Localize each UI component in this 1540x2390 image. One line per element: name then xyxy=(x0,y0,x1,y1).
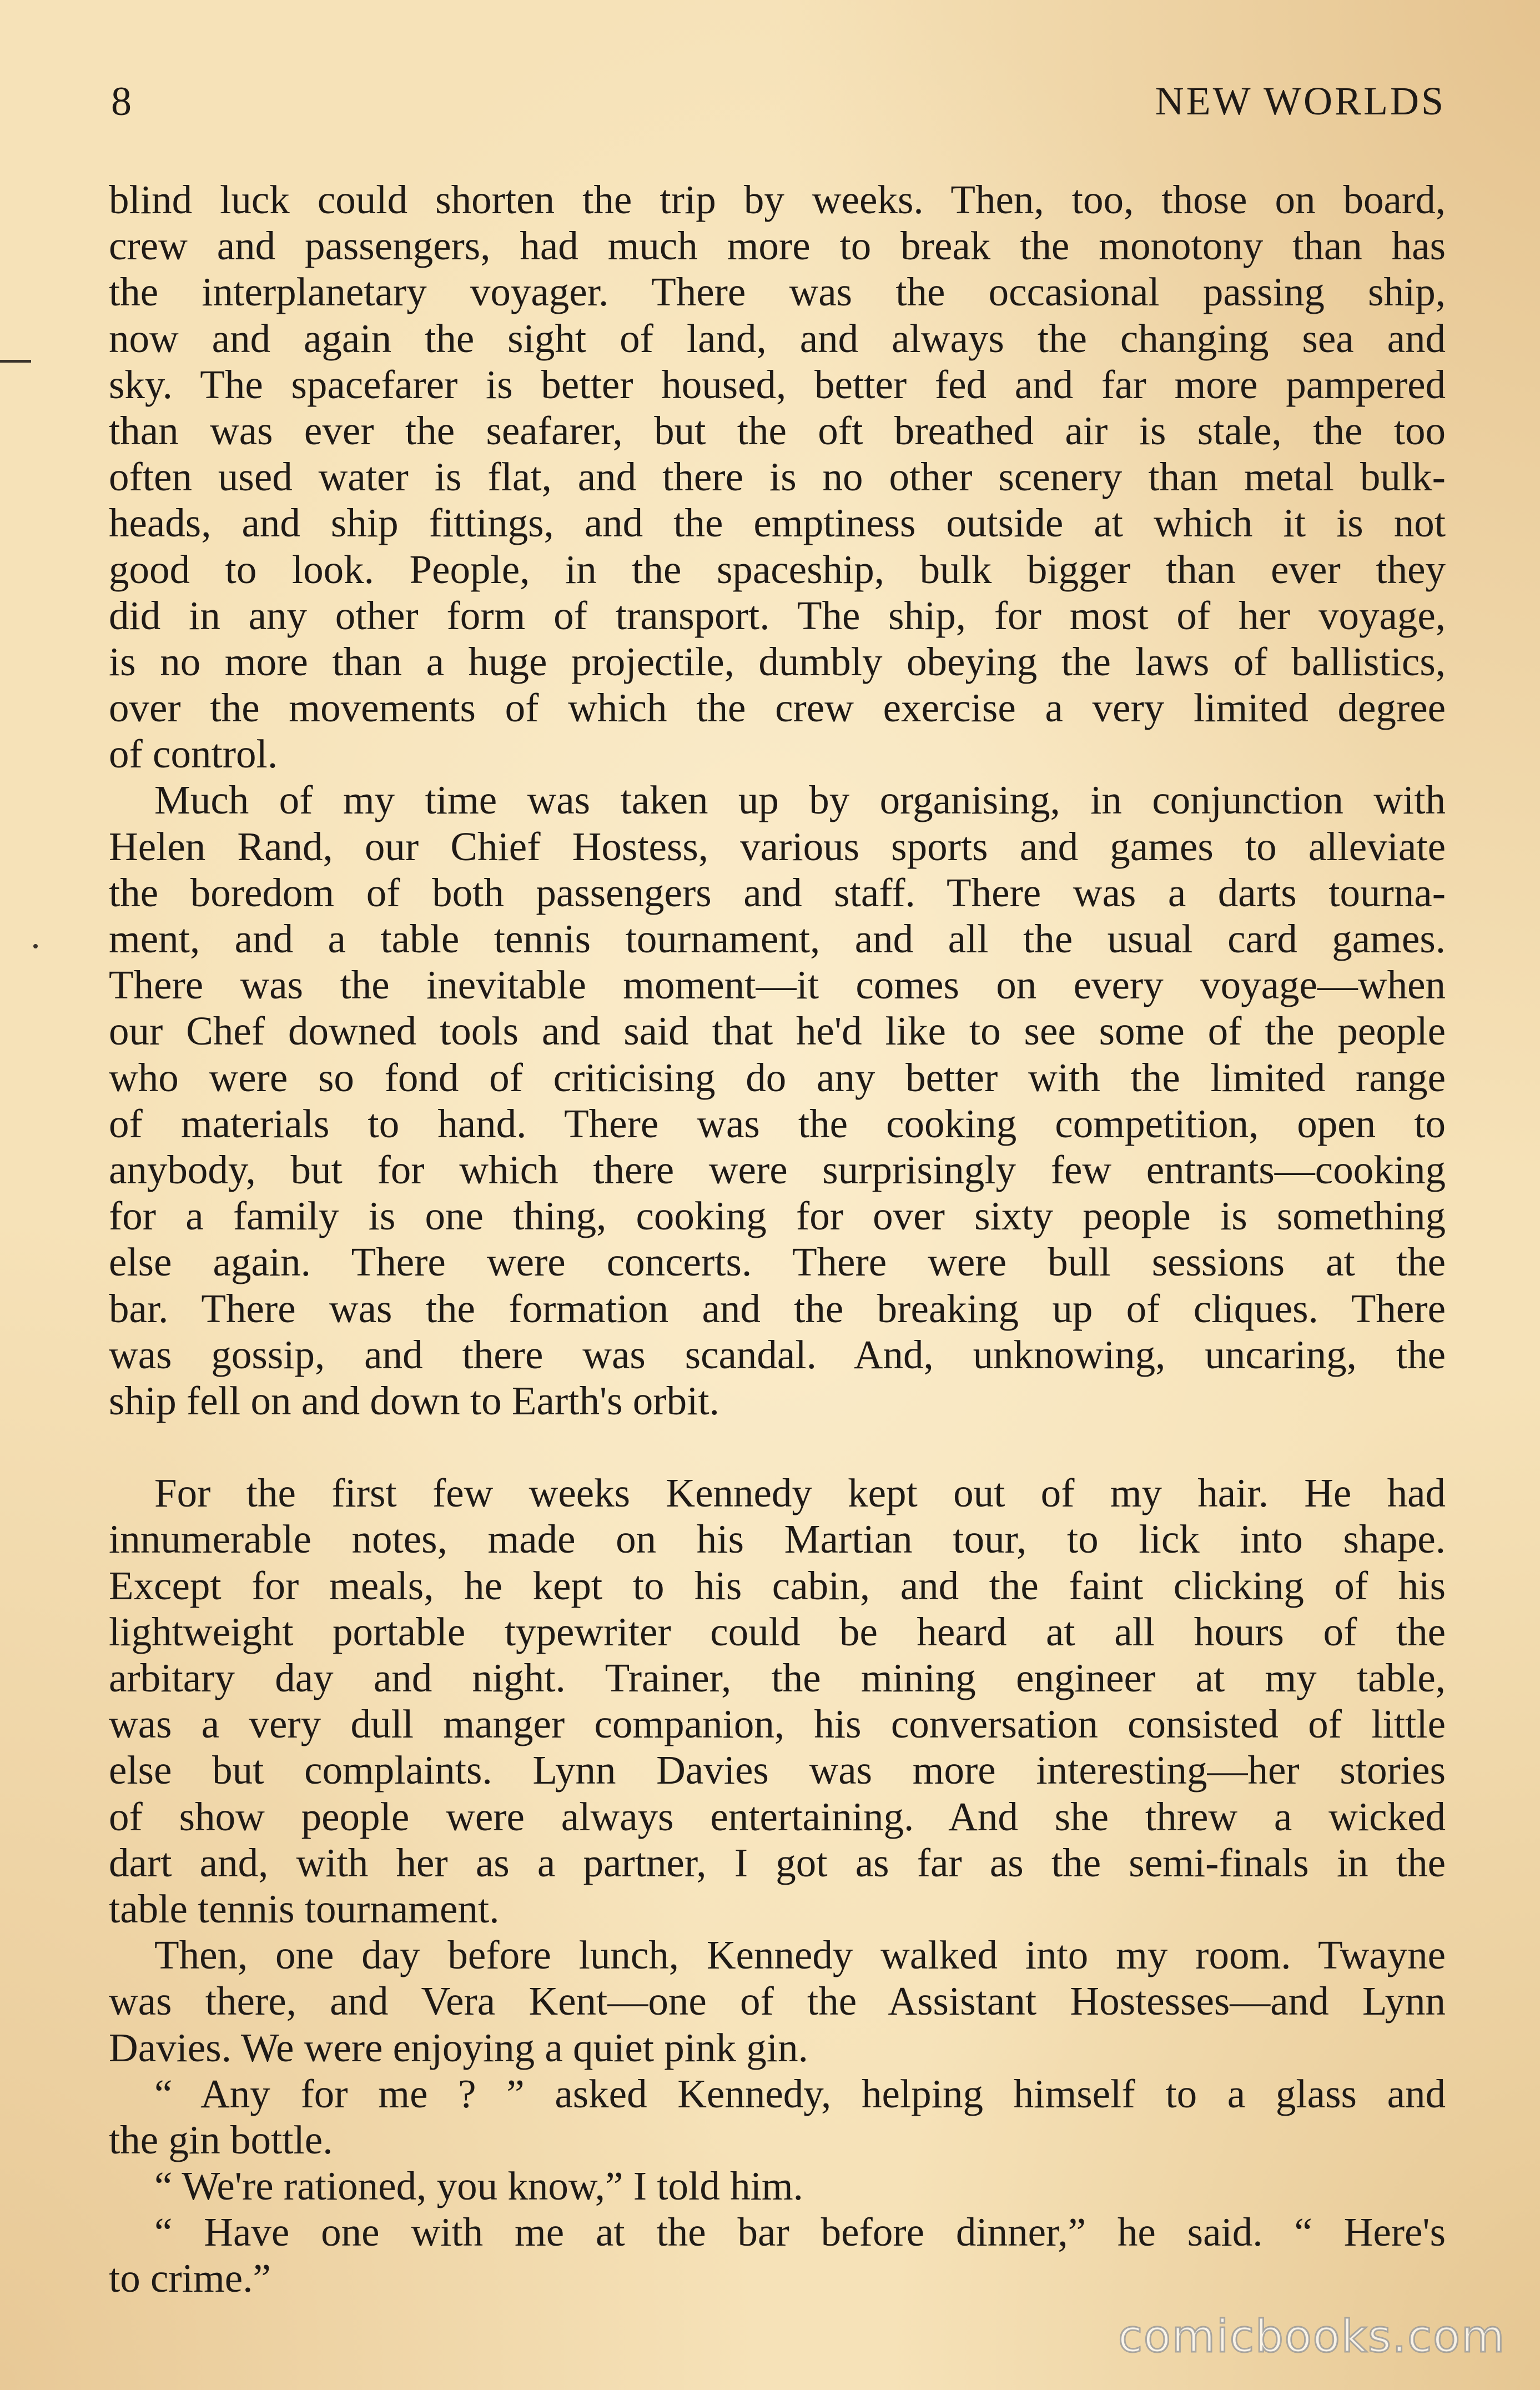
page-number: 8 xyxy=(111,79,132,124)
text-line: was a very dull manger companion, his conversation consisted of little xyxy=(109,1701,1446,1747)
margin-dot xyxy=(33,944,38,948)
text-line: of show people were always entertaining. And she threw a wicked xyxy=(109,1794,1446,1839)
text-line: innumerable notes, made on his Martian tour, to lick into shape. xyxy=(109,1517,1446,1562)
body-text xyxy=(109,177,1446,2302)
text-line: Helen Rand, our Chief Hostess, various sports and games to alleviate xyxy=(109,824,1446,869)
section-break xyxy=(109,1424,1446,1470)
text-line: Then, one day before lunch, Kennedy walked into my room. Twayne xyxy=(154,1932,1446,1978)
text-line: else but complaints. Lynn Davies was more interesting—her stories xyxy=(109,1748,1446,1793)
text-line: than was ever the seafarer, but the oft breathed air is stale, the too xyxy=(109,408,1446,453)
text-line: of control. xyxy=(109,731,278,777)
text-line: arbitary day and night. Trainer, the mining engineer at my table, xyxy=(109,1655,1446,1700)
watermark: comicbooks.com xyxy=(1118,2311,1506,2362)
text-line: dart and, with her as a partner, I got as far as the semi-finals in the xyxy=(109,1840,1446,1885)
text-line: “ Have one with me at the bar before dinner,” he said. “ Here's xyxy=(154,2210,1446,2255)
text-line: the boredom of both passengers and staff. There was a darts tourna- xyxy=(109,870,1446,915)
text-line: Except for meals, he kept to his cabin, and the faint clicking of his xyxy=(109,1563,1446,1608)
text-line: Much of my time was taken up by organising, in conjunction with xyxy=(154,777,1446,823)
text-line: else again. There were concerts. There were bull sessions at the xyxy=(109,1239,1446,1285)
text-line: to crime.” xyxy=(109,2256,271,2301)
text-line: sky. The spacefarer is better housed, better fed and far more pampered xyxy=(109,361,1446,407)
text-line: the gin bottle. xyxy=(109,2117,333,2162)
text-line: There was the inevitable moment—it comes on every voyage—when xyxy=(109,962,1446,1008)
text-line: “ Any for me ? ” asked Kennedy, helping himself to a glass and xyxy=(154,2071,1446,2116)
text-line: was there, and Vera Kent—one of the Assistant Hostesses—and Lynn xyxy=(109,1979,1446,2024)
text-line: crew and passengers, had much more to break the monotony than has xyxy=(109,223,1446,269)
text-line: “ We're rationed, you know,” I told him. xyxy=(154,2163,803,2209)
text-line: heads, and ship fittings, and the emptiness outside at which it is not xyxy=(109,500,1446,546)
text-line: Davies. We were enjoying a quiet pink gin. xyxy=(109,2025,808,2070)
text-line: is no more than a huge projectile, dumbly obeying the laws of ballistics, xyxy=(109,639,1446,684)
text-line: good to look. People, in the spaceship, bulk bigger than ever they xyxy=(109,546,1446,592)
text-line: anybody, but for which there were surprisingly few entrants—cooking xyxy=(109,1147,1446,1192)
text-line: who were so fond of criticising do any better with the limited range xyxy=(109,1055,1446,1100)
margin-mark xyxy=(0,360,31,363)
text-line: table tennis tournament. xyxy=(109,1886,500,1931)
text-line: For the first few weeks Kennedy kept out of my hair. He had xyxy=(154,1470,1446,1516)
text-line: ment, and a table tennis tournament, and all the usual card games. xyxy=(109,916,1446,961)
text-line: the interplanetary voyager. There was the occasional passing ship, xyxy=(109,269,1446,315)
text-line: ship fell on and down to Earth's orbit. xyxy=(109,1378,719,1423)
text-line: of materials to hand. There was the cooking competition, open to xyxy=(109,1101,1446,1146)
text-line: for a family is one thing, cooking for over sixty people is something xyxy=(109,1193,1446,1239)
text-line: did in any other form of transport. The ship, for most of her voyage, xyxy=(109,593,1446,638)
text-line: now and again the sight of land, and always the changing sea and xyxy=(109,315,1446,361)
text-line: often used water is flat, and there is no other scenery than metal bulk- xyxy=(109,454,1446,500)
text-line: was gossip, and there was scandal. And, unknowing, uncaring, the xyxy=(109,1332,1446,1377)
text-line: lightweight portable typewriter could be heard at all hours of the xyxy=(109,1609,1446,1654)
text-line: over the movements of which the crew exercise a very limited degree xyxy=(109,685,1446,731)
text-line: our Chef downed tools and said that he'd like to see some of the people xyxy=(109,1008,1446,1054)
running-title: NEW WORLDS xyxy=(1155,79,1446,123)
text-line: bar. There was the formation and the breaking up of cliques. There xyxy=(109,1286,1446,1331)
text-line: blind luck could shorten the trip by weeks. Then, too, those on board, xyxy=(109,177,1446,222)
